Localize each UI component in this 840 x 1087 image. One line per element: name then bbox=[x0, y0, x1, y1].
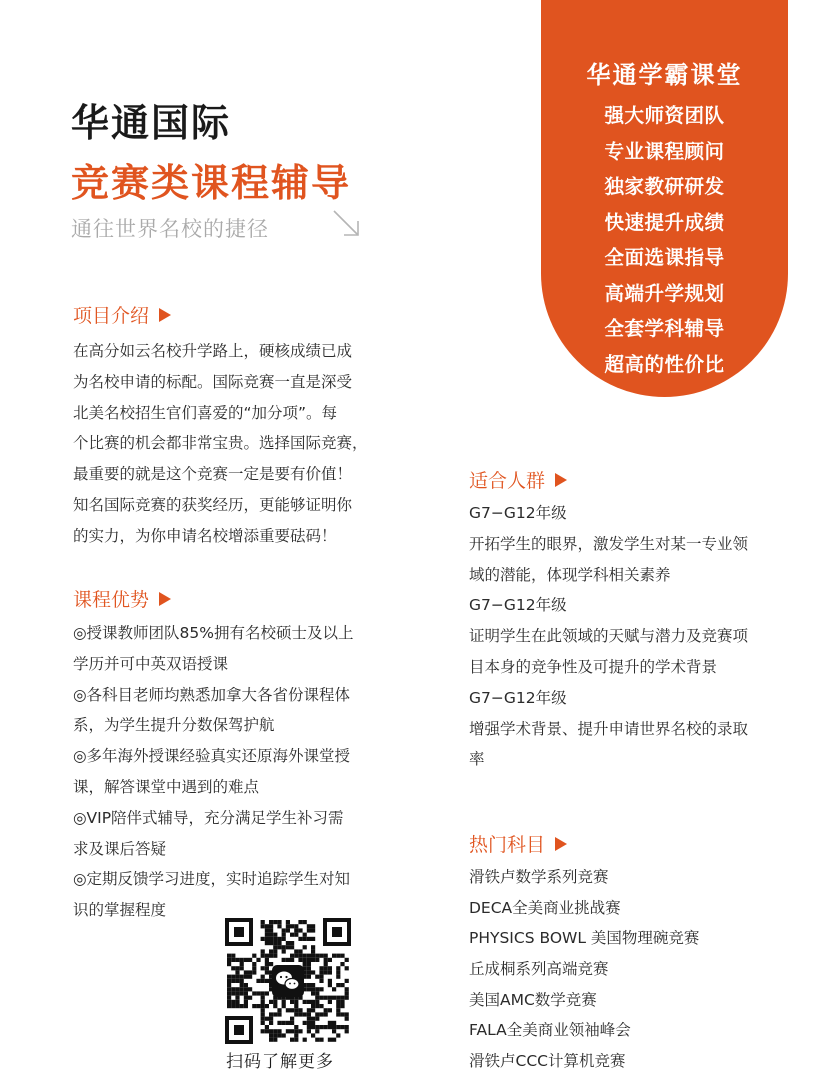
intro-line: 知名国际竞赛的获奖经历，更能够证明你 bbox=[73, 495, 353, 514]
audience-line: 开拓学生的眼界，激发学生对某一专业领 bbox=[469, 534, 749, 553]
advantages-list bbox=[73, 618, 353, 926]
audience-line: 证明学生在此领域的天赋与潜力及竞赛项 bbox=[469, 627, 749, 646]
banner-feature-item: 独家教研研发 bbox=[604, 175, 725, 198]
advantages-heading bbox=[73, 585, 171, 612]
intro-line: 最重要的就是这个竞赛一定是要有价值！ bbox=[73, 465, 353, 484]
banner-feature-item: 强大师资团队 bbox=[604, 104, 725, 127]
audience-line: G7−G12年级 bbox=[469, 504, 567, 522]
advantage-line: 系，为学生提升分数保驾护航 bbox=[73, 716, 275, 735]
wechat-icon bbox=[272, 965, 304, 997]
audience-line: G7−G12年级 bbox=[469, 688, 567, 707]
banner-title: 华通学霸课堂 bbox=[586, 61, 743, 89]
courses-heading-label: 热门科目 bbox=[469, 834, 546, 856]
diagonal-arrow-icon bbox=[330, 207, 362, 239]
audience-list bbox=[469, 498, 748, 775]
advantage-line: 识的掌握程度 bbox=[73, 901, 167, 920]
play-triangle-icon bbox=[159, 308, 171, 322]
course-item: DECA全美商业挑战赛 bbox=[469, 898, 621, 917]
banner-feature-item: 专业课程顾问 bbox=[604, 139, 725, 163]
advantage-line: 课，解答课堂中遇到的难点 bbox=[73, 777, 260, 796]
banner-feature-item: 超高的性价比 bbox=[604, 352, 725, 376]
course-item: PHYSICS BOWL 美国物理碗竞赛 bbox=[469, 929, 700, 948]
course-item: FALA全美商业领袖峰会 bbox=[469, 1021, 631, 1040]
audience-line: 增强学术背景、提升申请世界名校的录取 bbox=[469, 719, 749, 738]
advantage-line: ◎各科目老师均熟悉加拿大各省份课程体 bbox=[73, 685, 351, 704]
audience-line: 域的潜能，体现学科相关素养 bbox=[469, 565, 671, 584]
intro-heading-label: 项目介绍 bbox=[73, 305, 150, 327]
hero-subtitle: 竞赛类课程辅导 bbox=[71, 161, 352, 205]
hero-tagline: 通往世界名校的捷径 bbox=[71, 217, 269, 241]
intro-line: 的实力，为你申请名校增添重要砝码！ bbox=[73, 526, 337, 545]
audience-line: 目本身的竞争性及可提升的学术背景 bbox=[469, 657, 718, 676]
qr-code[interactable] bbox=[223, 916, 353, 1046]
advantage-line: ◎定期反馈学习进度，实时追踪学生对知 bbox=[73, 870, 351, 889]
hero-title: 华通国际 bbox=[71, 101, 232, 145]
courses-heading bbox=[469, 830, 567, 857]
banner-feature-list bbox=[541, 98, 788, 382]
banner-feature-item: 高端升学规划 bbox=[604, 281, 725, 305]
advantage-line: ◎VIP陪伴式辅导，充分满足学生补习需 bbox=[73, 808, 344, 827]
intro-line: 在高分如云名校升学路上，硬核成绩已成 bbox=[73, 342, 353, 360]
advantage-line: ◎多年海外授课经验真实还原海外课堂授 bbox=[73, 747, 351, 766]
play-triangle-icon bbox=[555, 473, 567, 487]
advantage-line: ◎授课教师团队85%拥有名校硕士及以上 bbox=[73, 624, 354, 642]
intro-paragraph bbox=[73, 336, 368, 552]
intro-line: 北美名校招生官们喜爱的“加分项”。每 bbox=[73, 403, 338, 422]
intro-line: 为名校申请的标配。国际竞赛一直是深受 bbox=[73, 372, 353, 391]
audience-heading-label: 适合人群 bbox=[469, 470, 546, 492]
play-triangle-icon bbox=[555, 837, 567, 851]
advantage-line: 学历并可中英双语授课 bbox=[73, 654, 229, 673]
audience-line: 率 bbox=[469, 750, 485, 769]
banner-feature-item: 快速提升成绩 bbox=[604, 210, 725, 234]
banner-feature-item: 全套学科辅导 bbox=[604, 317, 725, 340]
course-item: 滑铁卢数学系列竞赛 bbox=[469, 868, 609, 886]
course-item: 丘成桐系列高端竞赛 bbox=[469, 960, 609, 979]
qr-caption: 扫码了解更多 bbox=[226, 1052, 334, 1072]
audience-line: G7−G12年级 bbox=[469, 596, 567, 615]
audience-heading bbox=[469, 466, 567, 493]
play-triangle-icon bbox=[159, 592, 171, 606]
course-item: 滑铁卢CCC计算机竞赛 bbox=[469, 1052, 626, 1071]
banner-feature-item: 全面选课指导 bbox=[604, 246, 725, 269]
advantage-line: 求及课后答疑 bbox=[73, 839, 167, 858]
intro-heading bbox=[73, 301, 171, 328]
courses-list bbox=[469, 862, 699, 1077]
intro-line: 个比赛的机会都非常宝贵。选择国际竞赛， bbox=[73, 434, 368, 453]
advantages-heading-label: 课程优势 bbox=[73, 589, 150, 611]
feature-banner bbox=[541, 0, 788, 397]
course-item: 美国AMC数学竞赛 bbox=[469, 990, 597, 1009]
